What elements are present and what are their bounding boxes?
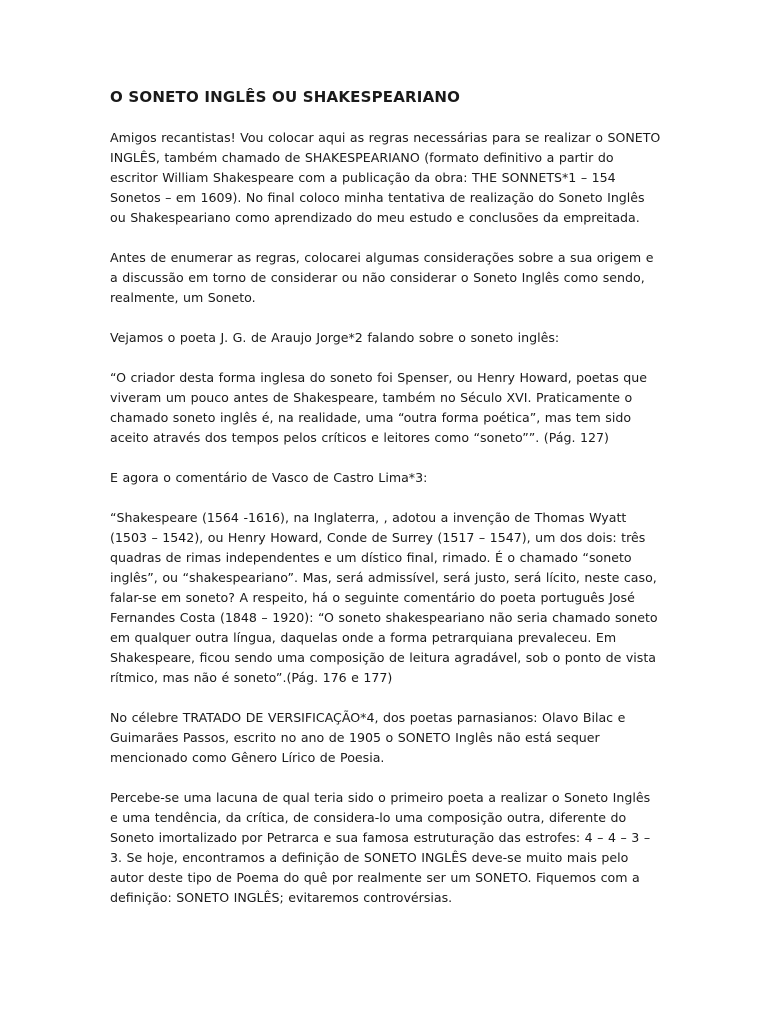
paragraph-tratado: No célebre TRATADO DE VERSIFICAÇÃO*4, dos poetas parnasianos: Olavo Bilac e Guimarães Passos, escrito no ano de 1905 o SONETO Inglês não está sequer mencionado como Gênero Lírico de Poesia. [110, 710, 626, 765]
paragraph-vasco-intro: E agora o comentário de Vasco de Castro Lima*3: [110, 470, 428, 485]
paragraph-origin: Antes de enumerar as regras, colocarei algumas considerações sobre a sua origem e a discussão em torno de considerar ou não considerar o Soneto Inglês como sendo, realmente, um Soneto. [110, 250, 654, 305]
document-title: O SONETO INGLÊS OU SHAKESPEARIANO [110, 88, 461, 106]
paragraph-intro: Amigos recantistas! Vou colocar aqui as regras necessárias para se realizar o SONETO INGLÊS, também chamado de SHAKESPEARIANO (formato definitivo a partir do escritor William Shakespeare com a publicação da obra: THE SONNETS*1 – 154 Sonetos – em 1609). No final coloco minha tentativa de realização do Soneto Inglês ou Shakespeariano como aprendizado do meu estudo e conclusões da empreitada. [110, 130, 661, 225]
paragraph-conclusion: Percebe-se uma lacuna de qual teria sido o primeiro poeta a realizar o Soneto Inglês e uma tendência, da crítica, de considera-lo uma composição outra, diferente do Soneto imortalizado por Petrarca e sua famosa estruturação das estrofes: 4 – 4 – 3 – 3. Se hoje, encontramos a definição de SONETO INGLÊS deve-se muito mais pelo autor deste tipo de Poema do quê por realmente ser um SONETO. Fiquemos com a definição: SONETO INGLÊS; evitaremos controvérsias. [110, 790, 651, 905]
document-page [110, 86, 662, 928]
paragraph-araujo-quote: “O criador desta forma inglesa do soneto foi Spenser, ou Henry Howard, poetas que viveram um pouco antes de Shakespeare, também no Século XVI. Praticamente o chamado soneto inglês é, na realidade, uma “outra forma poética”, mas tem sido aceito através dos tempos pelos críticos e leitores como “soneto””. (Pág. 127) [110, 370, 647, 445]
paragraph-araujo-intro: Vejamos o poeta J. G. de Araujo Jorge*2 falando sobre o soneto inglês: [110, 330, 560, 345]
paragraph-vasco-quote: “Shakespeare (1564 -1616), na Inglaterra, , adotou a invenção de Thomas Wyatt (1503 – 1542), ou Henry Howard, Conde de Surrey (1517 – 1547), um dos dois: três quadras de rimas independentes e um dístico final, rimado. É o chamado “soneto inglês”, ou “shakespeariano”. Mas, será admissível, será justo, será lícito, neste caso, falar-se em soneto? A respeito, há o seguinte comentário do poeta português José Fernandes Costa (1848 – 1920): “O soneto shakespeariano não seria chamado soneto em qualquer outra língua, daquelas onde a forma petrarquiana prevaleceu. Em Shakespeare, ficou sendo uma composição de leitura agradável, sob o ponto de vista rítmico, mas não é soneto”.(Pág. 176 e 177) [110, 510, 658, 685]
